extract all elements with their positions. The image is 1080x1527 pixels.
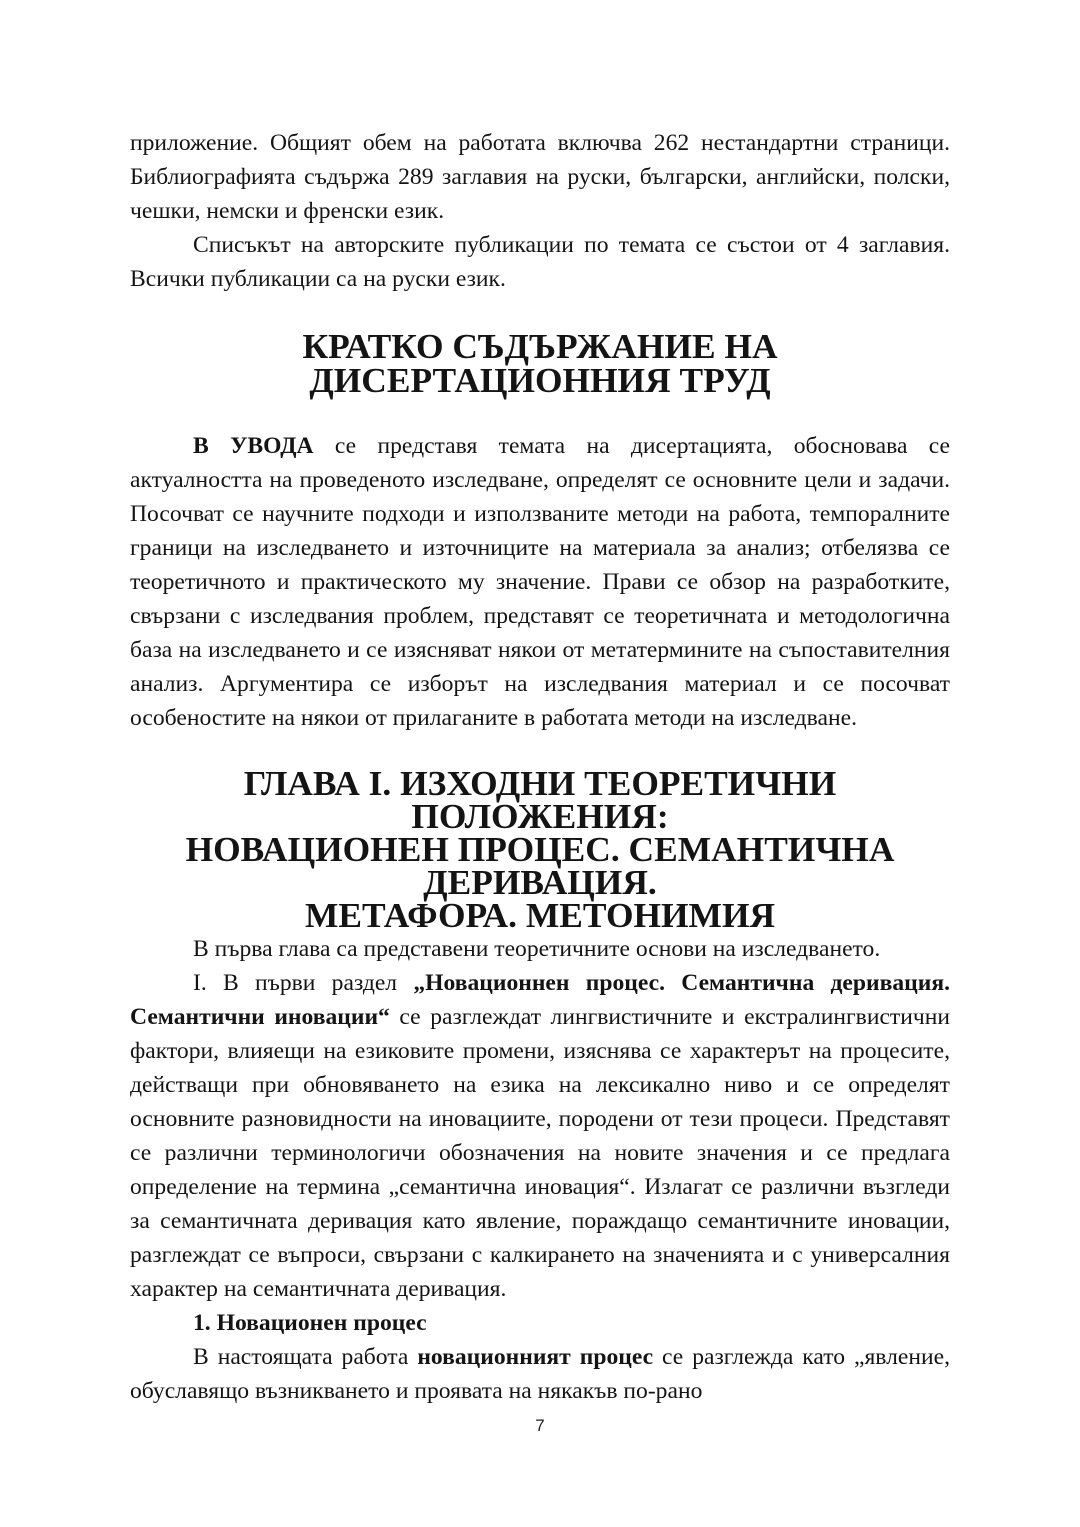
summary-heading: КРАТКО СЪДЪРЖАНИЕ НА ДИСЕРТАЦИОННИЯ ТРУД xyxy=(302,326,778,400)
document-page xyxy=(130,126,950,1408)
chapter-heading xyxy=(130,763,950,935)
paragraph-work-volume: приложение. Общият обем на работата включва 262 нестандартни страници. Библиографията съдържа 289 заглавия на руски, български, английски, полски, чешки, немски и френски език. xyxy=(130,130,950,224)
paragraph-novation-process xyxy=(130,1340,950,1408)
novation-prefix: В настоящата работа xyxy=(193,1344,418,1370)
novation-term: новационният процес xyxy=(417,1344,654,1370)
paragraph-section-1 xyxy=(130,966,950,1306)
introduction-text: се представя темата на дисертацията, обосновава се актуалността на проведеното изследване, определят се основните цели и задачи. Посочват се научните подходи и използваните методи на работа, темпоралните граници на изследването и източниците на материала за анализ; отбелязва се теоретичното и практическото му значение. Прави се обзор на разработките, свързани с изследвания проблем, представят се теоретичната и методологична база на изследването и се изясняват някои от метатермините на съпоставителния анализ. Аргументира се изборът на изследвания материал и се посочват особеностите на някои от прилаганите в работата методи на изследване. xyxy=(130,433,950,731)
paragraph-introduction xyxy=(130,429,950,735)
section-1-text: се разглеждат лингвистичните и екстралингвистични фактори, влияещи на езиковите промени, изяснява се характерът на процесите, действащи при обновяването на езика на лексикално ниво и се определят основните разновидности на иновациите, породени от тези процеси. Представят се различни терминологичи обозначения на новите значения и се предлага определение на термина „семантична иновация“. Излагат се различни възгледи за семантичната деривация като явление, пораждащо семантичните иновации, разглеждат се въпроси, свързани с калкирането на значенията и с универсалния характер на семантичната деривация. xyxy=(130,1004,950,1302)
section-1-prefix: I. В първи раздел xyxy=(193,970,414,996)
section-1-title: „Новационнен процес. Семантична деривация. Семантични иновации“ xyxy=(130,970,951,1030)
chapter-heading-line-3: МЕТАФОРА. МЕТОНИМИЯ xyxy=(304,895,776,935)
subsection-heading-text: 1. Новационен процес xyxy=(193,1310,427,1336)
chapter-heading-line-1: ГЛАВА I. ИЗХОДНИ ТЕОРЕТИЧНИ ПОЛОЖЕНИЯ: xyxy=(243,763,837,836)
novation-text: се разглежда като „явление, обуславящо възникването и проявата на някакъв по-рано xyxy=(130,1344,951,1404)
chapter-heading-line-2: НОВАЦИОНЕН ПРОЦЕС. СЕМАНТИЧНА ДЕРИВАЦИЯ. xyxy=(185,829,895,902)
paragraph-chapter-intro: В първа глава са представени теоретичните основи на изследването. xyxy=(193,936,881,962)
subsection-heading xyxy=(130,1306,950,1340)
introduction-lead: В УВОДА xyxy=(193,433,314,459)
page-number: 7 xyxy=(535,1416,545,1435)
paragraph-publications: Списъкът на авторските публикации по темата се състои от 4 заглавия. Всички публикации са на руски език. xyxy=(130,232,950,292)
